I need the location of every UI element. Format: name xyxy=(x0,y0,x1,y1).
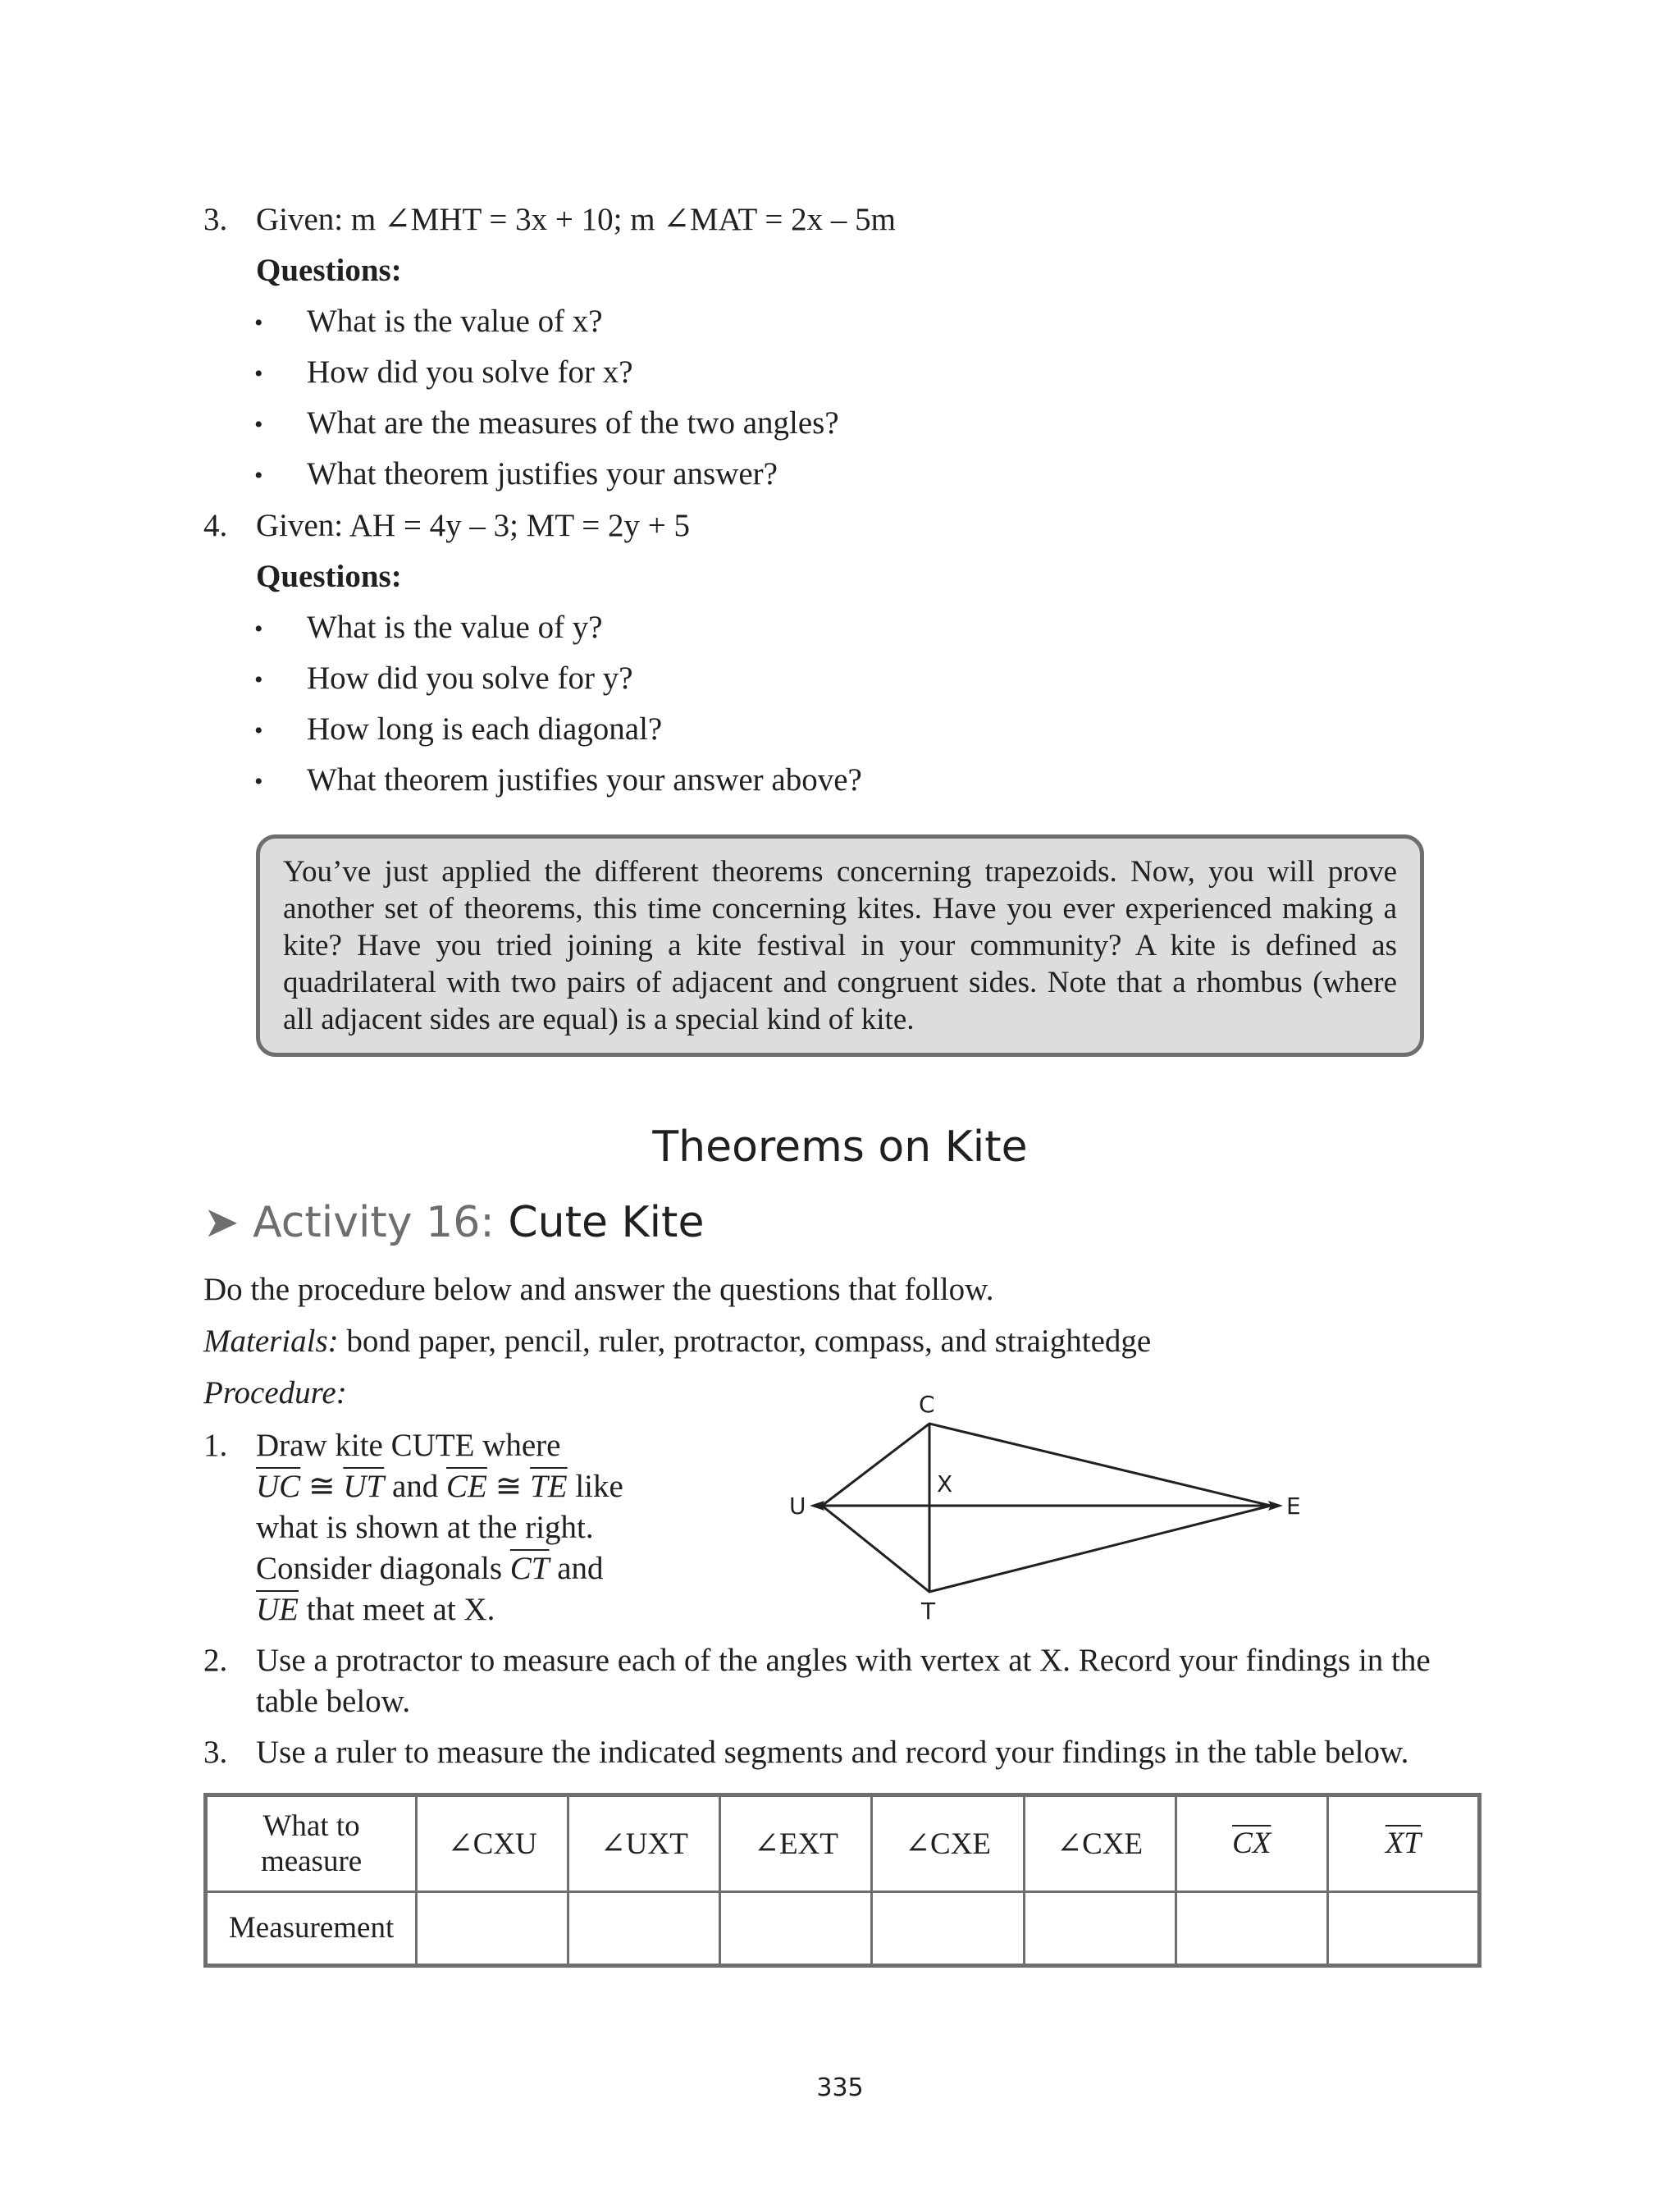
table-col-header: ∠UXT xyxy=(568,1795,720,1892)
header-label-line-2: measure xyxy=(260,1844,363,1878)
item4-question-4: What theorem justifies your answer above? xyxy=(307,762,862,798)
table-row xyxy=(206,1891,1480,1965)
like-word: like xyxy=(575,1469,623,1504)
step2-line1: Use a protractor to measure each of the angles with vertex at X. Record your findings in the xyxy=(256,1643,1431,1678)
and-word: and xyxy=(391,1469,439,1504)
materials-line xyxy=(203,1322,1151,1361)
congruent-symbol: ≅ xyxy=(308,1469,336,1504)
measurement-table xyxy=(203,1793,1481,1968)
bullet-icon: • xyxy=(254,360,263,387)
consider-diagonals-text: Consider diagonals xyxy=(256,1551,503,1586)
intersection-label-x: X xyxy=(937,1470,953,1497)
bullet-icon: • xyxy=(254,666,263,693)
table-header-row xyxy=(206,1795,1480,1892)
step1-line4 xyxy=(256,1549,604,1589)
measurement-cell[interactable] xyxy=(417,1891,568,1965)
segment-ue: $\overline{UE}$ xyxy=(256,1592,299,1627)
step1-line2 xyxy=(256,1467,623,1506)
bullet-icon: • xyxy=(254,615,263,642)
measurement-cell[interactable] xyxy=(1024,1891,1176,1965)
item3-questions-label: Questions: xyxy=(256,253,402,288)
measurement-cell[interactable] xyxy=(1327,1891,1479,1965)
item4-question-2: How did you solve for y? xyxy=(307,661,633,696)
activity-label: Activity 16: xyxy=(253,1198,495,1247)
arrow-icon: ➤ xyxy=(203,1198,240,1247)
step2-line2: table below. xyxy=(256,1684,411,1719)
step1-line5 xyxy=(256,1590,495,1630)
and-word: and xyxy=(557,1551,604,1586)
callout-text: You’ve just applied the different theorems concerning trapezoids. Now, you will prove another set of theorems, this time concerning kites. Have you ever experienced making a kite? Have you tried joining a kite festival in your community? A kite is defined as quadrilateral with two pairs of adjacent and congruent sides. Note that a rhombus (where all adjacent sides are equal) is a special kind of kite. xyxy=(283,855,1397,1036)
header-label-line-1: What to xyxy=(262,1808,360,1843)
step1-line1: Draw kite CUTE where xyxy=(256,1428,561,1463)
bullet-icon: • xyxy=(254,462,263,489)
table-col-header: ∠CXE xyxy=(1024,1795,1176,1892)
item4-number: 4. xyxy=(203,508,228,543)
materials-label: Materials: xyxy=(203,1324,339,1359)
segment-xt: $\overline{XT}$ xyxy=(1385,1827,1421,1861)
vertex-label-u: U xyxy=(789,1493,806,1520)
segment-te: $\overline{TE}$ xyxy=(530,1469,568,1504)
bullet-icon: • xyxy=(254,717,263,744)
item3-given: Given: m ∠MHT = 3x + 10; m ∠MAT = 2x – 5m xyxy=(256,202,896,237)
item4-question-3: How long is each diagonal? xyxy=(307,711,663,747)
kite-intro-callout xyxy=(256,834,1424,1057)
step3-number: 3. xyxy=(203,1735,228,1770)
measurement-cell[interactable] xyxy=(1176,1891,1327,1965)
step2-number: 2. xyxy=(203,1643,228,1678)
segment-cx: $\overline{CX}$ xyxy=(1232,1827,1271,1861)
measurement-cell[interactable] xyxy=(720,1891,872,1965)
item4-questions-label: Questions: xyxy=(256,559,402,594)
table-header-label xyxy=(206,1795,417,1892)
activity-heading xyxy=(203,1198,704,1247)
congruent-symbol: ≅ xyxy=(495,1469,523,1504)
table-col-header xyxy=(1327,1795,1479,1892)
step1-number: 1. xyxy=(203,1428,228,1463)
page-number: 335 xyxy=(816,2073,864,2102)
meet-at-x-text: that meet at X. xyxy=(306,1592,495,1627)
bullet-icon: • xyxy=(254,768,263,795)
item3-number: 3. xyxy=(203,202,228,237)
segment-ct: $\overline{CT}$ xyxy=(509,1551,550,1586)
vertex-label-c: C xyxy=(919,1391,935,1418)
table-col-header: ∠EXT xyxy=(720,1795,872,1892)
measurement-cell[interactable] xyxy=(872,1891,1024,1965)
segment-ut: $\overline{UT}$ xyxy=(343,1469,385,1504)
section-title: Theorems on Kite xyxy=(652,1122,1028,1172)
item3-question-2: How did you solve for x? xyxy=(307,354,633,390)
step1-line3: what is shown at the right. xyxy=(256,1510,594,1545)
item4-question-1: What is the value of y? xyxy=(307,610,603,645)
bullet-icon: • xyxy=(254,411,263,438)
measurement-cell[interactable] xyxy=(568,1891,720,1965)
table-col-header: ∠CXE xyxy=(872,1795,1024,1892)
activity-intro: Do the procedure below and answer the questions that follow. xyxy=(203,1272,994,1307)
vertex-label-t: T xyxy=(921,1598,936,1625)
segment-uc: $\overline{UC}$ xyxy=(256,1469,301,1504)
vertex-label-e: E xyxy=(1286,1493,1301,1520)
table-row-label: Measurement xyxy=(206,1891,417,1965)
item3-question-1: What is the value of x? xyxy=(307,304,603,339)
item4-given: Given: AH = 4y – 3; MT = 2y + 5 xyxy=(256,508,690,543)
procedure-label: Procedure: xyxy=(203,1375,347,1410)
step3-text: Use a ruler to measure the indicated segments and record your findings in the table below. xyxy=(256,1735,1409,1770)
kite-outline xyxy=(822,1424,1271,1592)
table-col-header: ∠CXU xyxy=(417,1795,568,1892)
item3-question-4: What theorem justifies your answer? xyxy=(307,456,778,491)
item3-question-3: What are the measures of the two angles? xyxy=(307,405,839,441)
bullet-icon: • xyxy=(254,309,263,336)
materials-list: bond paper, pencil, ruler, protractor, compass, and straightedge xyxy=(346,1324,1152,1359)
table-col-header xyxy=(1176,1795,1327,1892)
segment-ce: $\overline{CE}$ xyxy=(446,1469,487,1504)
kite-cute-diagram xyxy=(788,1387,1329,1633)
activity-name: Cute Kite xyxy=(508,1198,705,1247)
